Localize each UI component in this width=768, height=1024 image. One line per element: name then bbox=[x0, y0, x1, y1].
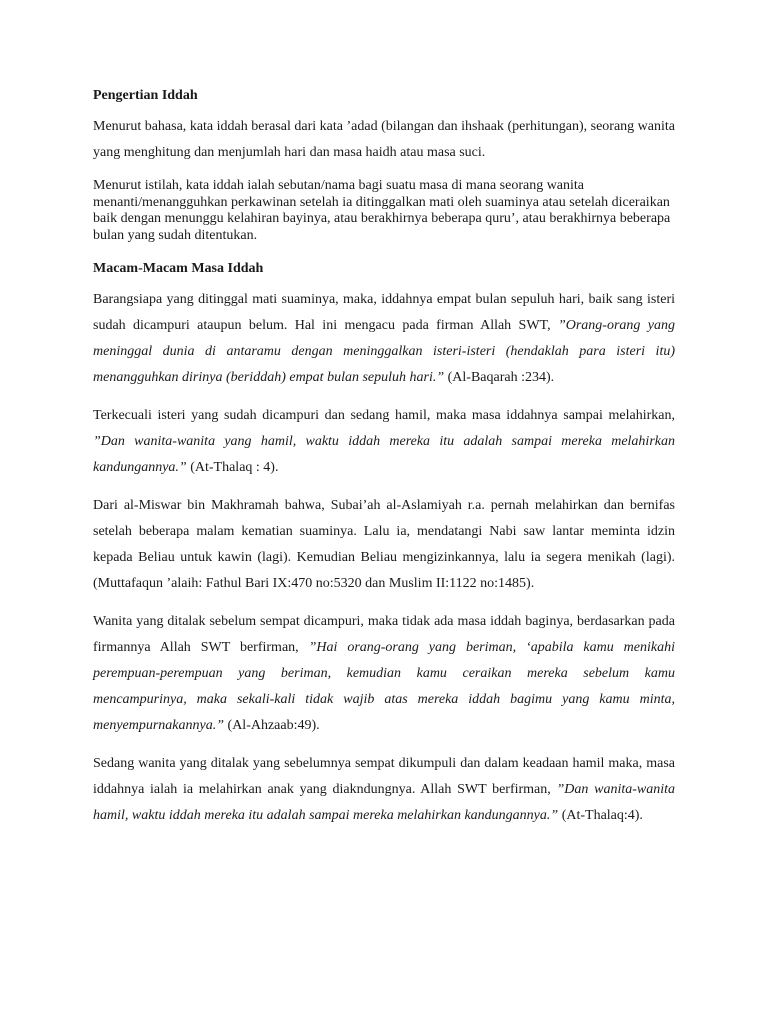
section-heading-macam: Macam-Macam Masa Iddah bbox=[93, 260, 264, 276]
quote-reference: (Al-Ahzaab:49). bbox=[227, 717, 320, 733]
paragraph-sebelum-dicampuri bbox=[93, 609, 675, 739]
document-page bbox=[93, 84, 675, 841]
quran-quote: ”Hai orang-orang yang beriman, ‘apabila kamu menikahi perempuan-perempuan yang beriman, kemudian kamu ceraikan mereka sebelum kamu mencampurinya, maka sekali-kali tidak wajib atas mereka iddah bagimu yang kamu minta, menyempurnakannya.” bbox=[93, 639, 675, 733]
paragraph-bahasa: Menurut bahasa, kata iddah berasal dari kata ’adad (bilangan dan ihshaak (perhitungan), seorang wanita yang menghitung dan menjumlah hari dan masa haidh atau masa suci. bbox=[93, 119, 675, 160]
quran-quote: ”Dan wanita-wanita hamil, waktu iddah mereka itu adalah sampai mereka melahirkan kandungannya.” bbox=[93, 781, 676, 823]
paragraph-ditinggal-mati bbox=[93, 287, 675, 391]
paragraph-text: Terkecuali isteri yang sudah dicampuri dan sedang hamil, maka masa iddahnya sampai melahirkan, bbox=[93, 407, 675, 423]
paragraph-ditalak-hamil bbox=[93, 751, 675, 829]
paragraph-istilah: Menurut istilah, kata iddah ialah sebutan/nama bagi suatu masa di mana seorang wanita menanti/menangguhkan perkawinan setelah ia ditinggalkan mati oleh suaminya atau setelah diceraikan baik dengan menunggu kelahiran bayinya, atau berakhirnya beberapa quru’, atau berakhirnya beberapa bulan yang sudah ditentukan. bbox=[93, 178, 671, 244]
quote-reference: (At-Thalaq : 4). bbox=[190, 459, 279, 475]
paragraph-hamil bbox=[93, 403, 675, 481]
paragraph-text: Barangsiapa yang ditinggal mati suaminya, maka, iddahnya empat bulan sepuluh hari, baik sang isteri sudah dicampuri ataupun belum. Hal ini mengacu pada firman Allah SWT, bbox=[93, 291, 675, 333]
paragraph-text: Wanita yang ditalak sebelum sempat dicampuri, maka tidak ada masa iddah baginya, berdasarkan pada firmannya Allah SWT berfirman, bbox=[93, 613, 675, 655]
quran-quote: ”Orang-orang yang meninggal dunia di antaramu dengan meninggalkan isteri-isteri (hendaklah para isteri itu) menangguhkan dirinya (beriddah) empat bulan sepuluh hari.” bbox=[93, 317, 675, 385]
paragraph-hadith: Dari al-Miswar bin Makhramah bahwa, Subai’ah al-Aslamiyah r.a. pernah melahirkan dan bernifas setelah beberapa malam kematian suaminya. Lalu ia, mendatangi Nabi saw lantar meminta idzin kepada Beliau untuk kawin (lagi). Kemudian Beliau mengizinkannya, lalu ia segera menikah (lagi). (Muttafaqun ’alaih: Fathul Bari IX:470 no:5320 dan Muslim II:1122 no:1485). bbox=[93, 497, 675, 591]
paragraph-text: Sedang wanita yang ditalak yang sebelumnya sempat dikumpuli dan dalam keadaan hamil maka, masa iddahnya ialah ia melahirkan anak yang diakndungnya. Allah SWT berfirman, bbox=[93, 755, 675, 797]
quran-quote: ”Dan wanita-wanita yang hamil, waktu iddah mereka itu adalah sampai mereka melahirkan kandungannya.” bbox=[93, 433, 675, 475]
quote-reference: (Al-Baqarah :234). bbox=[447, 369, 555, 385]
quote-reference: (At-Thalaq:4). bbox=[561, 807, 643, 823]
section-heading-pengertian: Pengertian Iddah bbox=[93, 88, 198, 103]
